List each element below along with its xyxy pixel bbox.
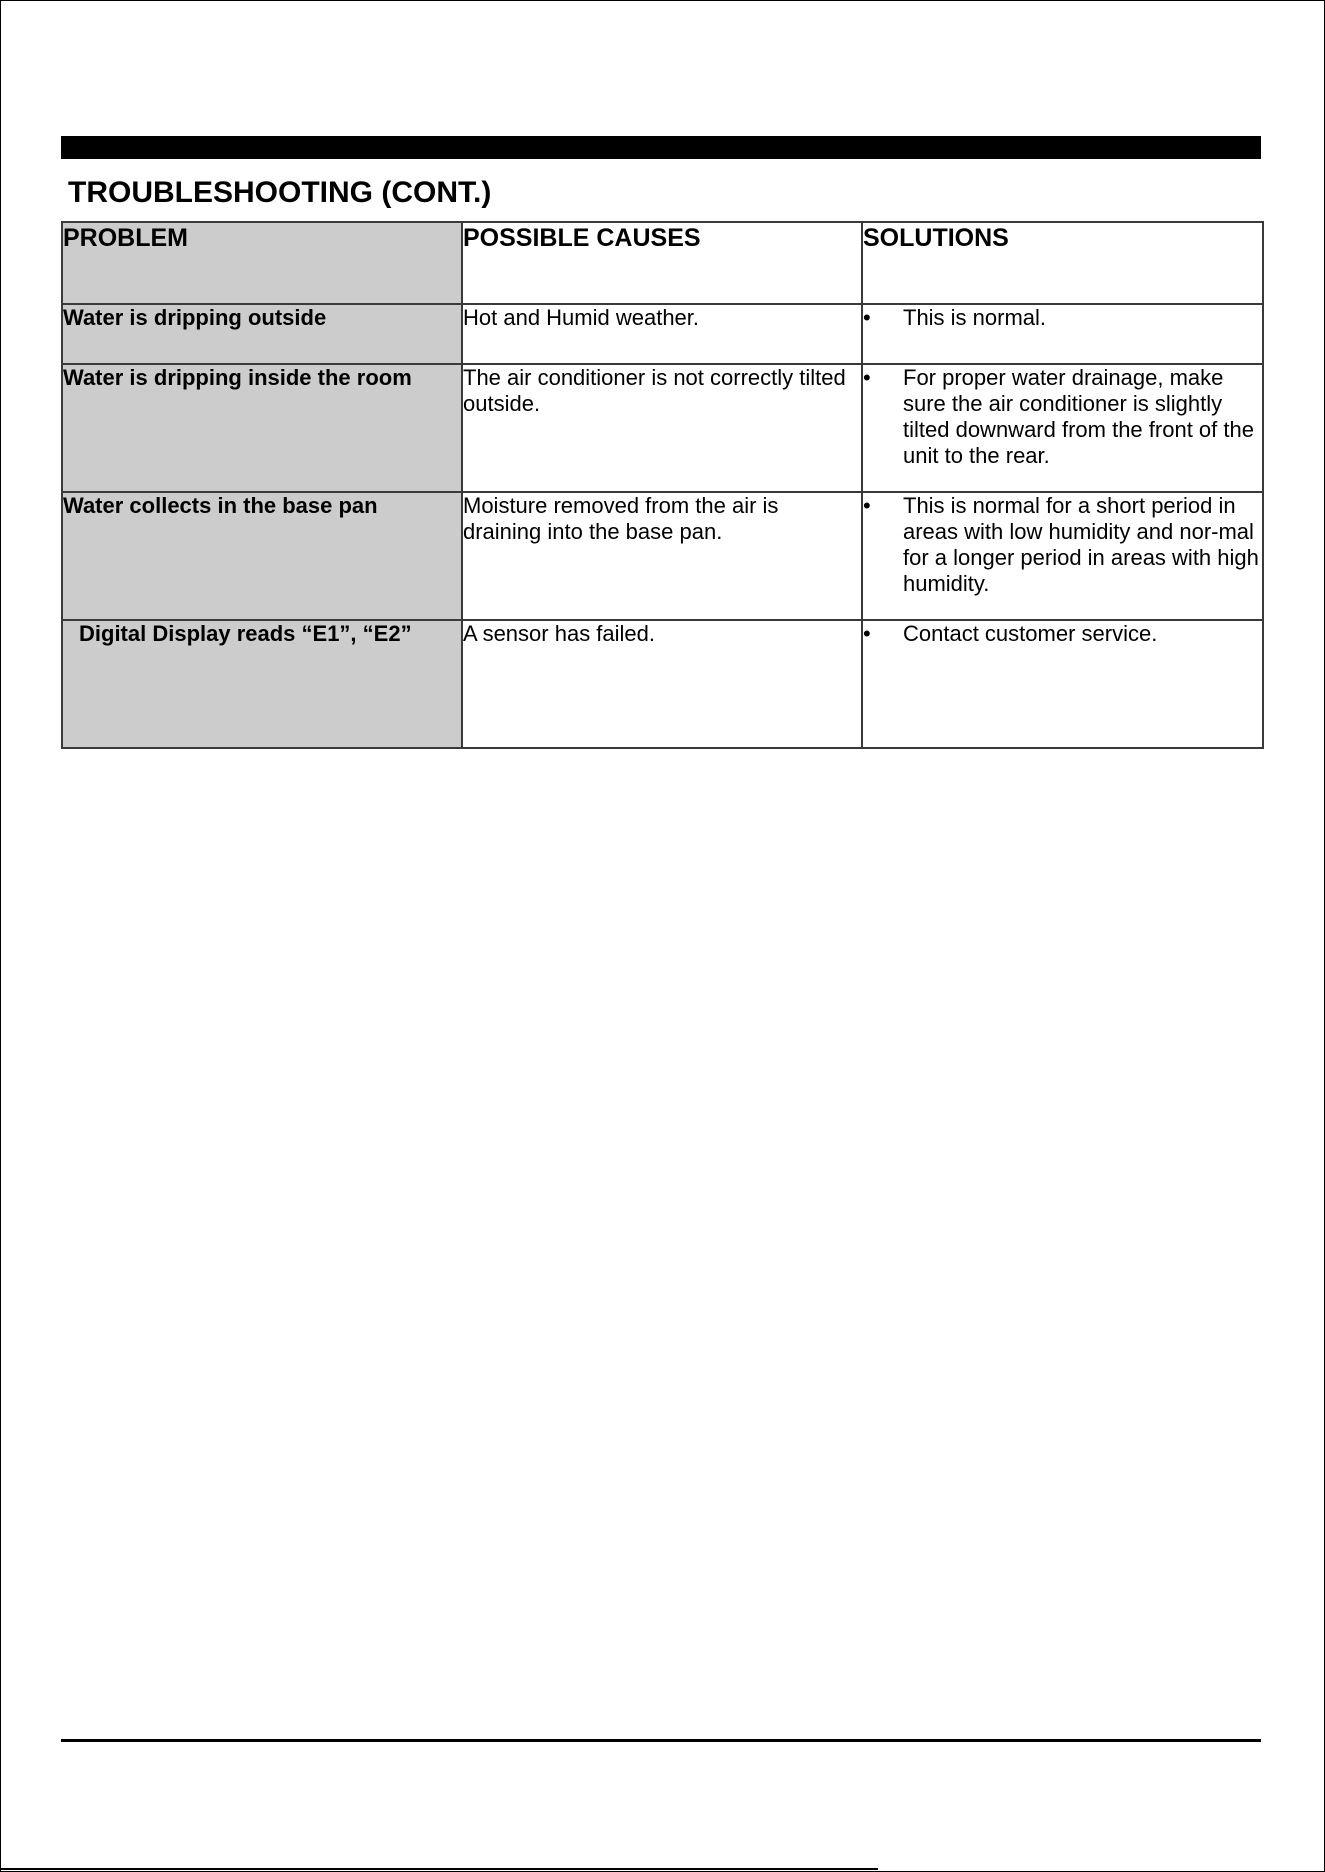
cause-cell: The air conditioner is not correctly tilted outside. (462, 364, 862, 492)
cause-cell: Moisture removed from the air is draining into the base pan. (462, 492, 862, 620)
solution-text: This is normal. (903, 305, 1047, 330)
table-row (62, 492, 1263, 620)
solution-cell (862, 364, 1263, 492)
bottom-divider (61, 1739, 1261, 1742)
problem-cell: Digital Display reads “E1”, “E2” (62, 620, 462, 748)
troubleshooting-table (61, 221, 1264, 749)
solution-text: Contact customer service. (903, 621, 1158, 646)
solution-cell (862, 304, 1263, 364)
solution-text: For proper water drainage, make sure the air conditioner is slightly tilted downward from the front of the unit to the rear. (903, 365, 1254, 468)
table-row (62, 620, 1263, 748)
solution-item (863, 493, 1262, 597)
problem-cell: Water collects in the base pan (62, 492, 462, 620)
bullet-icon: • (863, 305, 871, 330)
solution-item (863, 621, 1262, 647)
section-title: TROUBLESHOOTING (CONT.) (68, 176, 492, 209)
cause-cell: A sensor has failed. (462, 620, 862, 748)
header-possible-causes: POSSIBLE CAUSES (462, 222, 862, 304)
footer-divider (0, 1868, 878, 1870)
header-solutions: SOLUTIONS (862, 222, 1263, 304)
solution-cell (862, 620, 1263, 748)
solution-text: This is normal for a short period in areas with low humidity and nor-mal for a longer period in areas with high humidity. (903, 493, 1259, 596)
bullet-icon: • (863, 493, 871, 518)
bullet-icon: • (863, 365, 871, 390)
problem-cell: Water is dripping outside (62, 304, 462, 364)
table-row (62, 364, 1263, 492)
header-problem: PROBLEM (62, 222, 462, 304)
cause-cell: Hot and Humid weather. (462, 304, 862, 364)
solution-item (863, 365, 1262, 469)
header-bar (61, 136, 1261, 159)
table-header-row (62, 222, 1263, 304)
problem-cell: Water is dripping inside the room (62, 364, 462, 492)
solution-cell (862, 492, 1263, 620)
bullet-icon: • (863, 621, 871, 646)
solution-item (863, 305, 1262, 331)
table-row (62, 304, 1263, 364)
